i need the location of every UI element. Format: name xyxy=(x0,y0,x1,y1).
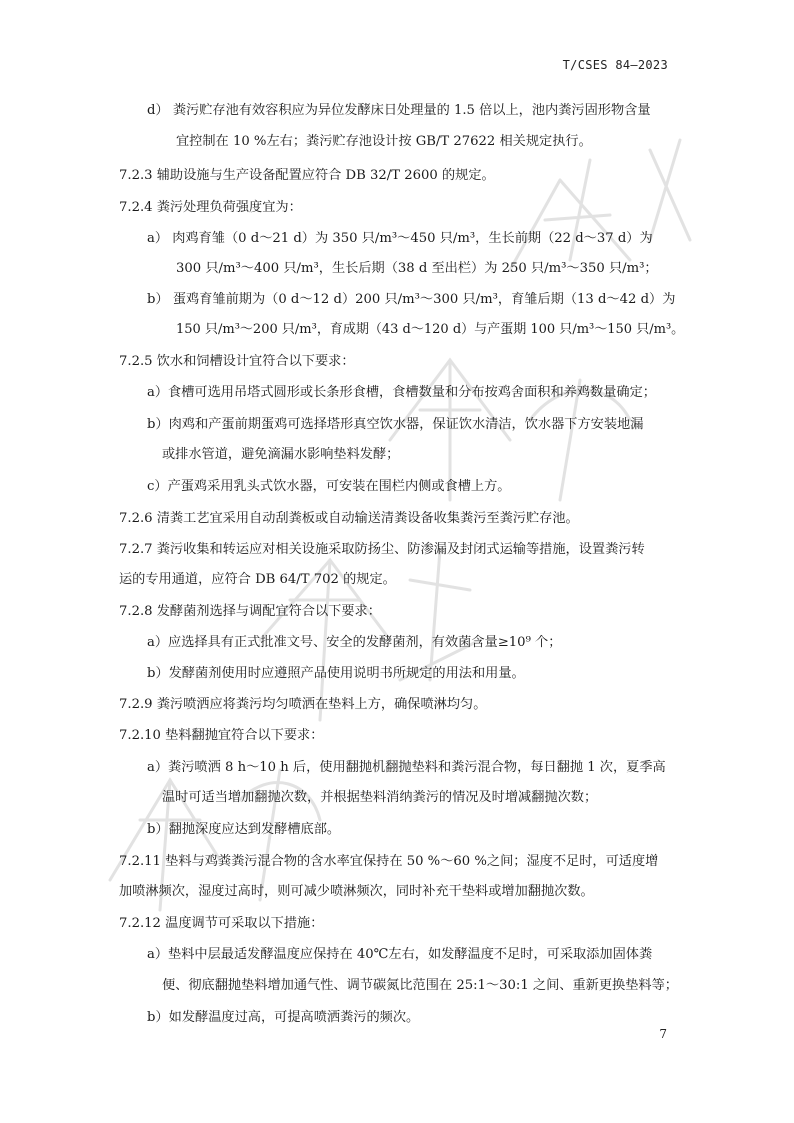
text-line: 便、彻底翻抛垫料增加通气性、调节碳氮比范围在 25:1～30:1 之间、重新更换垫料等； xyxy=(162,978,678,993)
list-item-b: b）翻抛深度应达到发酵槽底部。 xyxy=(147,822,341,837)
text-line: 300 只/m³～400 只/m³，生长后期（38 d 至出栏）为 250 只/m³～350 只/m³； xyxy=(176,261,658,276)
list-item-a: a）食槽可选用吊塔式圆形或长条形食槽，食槽数量和分布按鸡舍面积和养鸡数量确定； xyxy=(147,385,656,400)
list-item-a: a）垫料中层最适发酵温度应保持在 40℃左右，如发酵温度不足时，可采取添加固体粪 xyxy=(147,947,653,962)
list-item-c: c）产蛋鸡采用乳头式饮水器，可安装在围栏内侧或食槽上方。 xyxy=(147,479,511,494)
text-line: 运的专用通道，应符合 DB 64/T 702 的规定。 xyxy=(119,572,396,587)
list-item-b: b） 蛋鸡育雏前期为（0 d～12 d）200 只/m³～300 只/m³，育雏后期（13 d～42 d）为 xyxy=(147,292,676,307)
list-item-a: a）应选择具有正式批准文号、安全的发酵菌剂，有效菌含量≥10⁹ 个； xyxy=(147,635,562,650)
clause-7-2-12: 7.2.12 温度调节可采取以下措施： xyxy=(119,916,324,931)
clause-7-2-9: 7.2.9 粪污喷洒应将粪污均匀喷洒在垫料上方，确保喷淋均匀。 xyxy=(119,697,487,712)
text-line: 温时可适当增加翻抛次数，并根据垫料消纳粪污的情况及时增减翻抛次数； xyxy=(162,790,598,805)
text-line: 加喷淋频次，湿度过高时，则可减少喷淋频次，同时补充干垫料或增加翻抛次数。 xyxy=(119,884,594,899)
clause-7-2-5: 7.2.5 饮水和饲槽设计宜符合以下要求： xyxy=(119,354,355,369)
list-item-a: a）粪污喷洒 8 h～10 h 后，使用翻抛机翻抛垫料和粪污混合物，每日翻抛 1 次，夏季高 xyxy=(147,760,666,775)
clause-7-2-7: 7.2.7 粪污收集和转运应对相关设施采取防扬尘、防渗漏及封闭式运输等措施，设置粪污转 xyxy=(119,542,645,557)
clause-7-2-3: 7.2.3 辅助设施与生产设备配置应符合 DB 32/T 2600 的规定。 xyxy=(119,168,495,183)
list-item-b: b）肉鸡和产蛋前期蛋鸡可选择塔形真空饮水器，保证饮水清洁，饮水器下方安装地漏 xyxy=(147,417,644,432)
list-item-a: a） 肉鸡育雏（0 d～21 d）为 350 只/m³～450 只/m³，生长前期（22 d～37 d）为 xyxy=(147,231,653,246)
list-item-b: b）如发酵温度过高，可提高喷洒粪污的频次。 xyxy=(147,1010,420,1025)
standard-code: T/CSES 84—2023 xyxy=(562,58,668,72)
text-line: 或排水管道，避免滴漏水影响垫料发酵； xyxy=(162,447,400,462)
clause-7-2-6: 7.2.6 清粪工艺宜采用自动刮粪板或自动输送清粪设备收集粪污至粪污贮存池。 xyxy=(119,511,579,526)
page-number: 7 xyxy=(659,1027,667,1041)
text-line: 150 只/m³～200 只/m³，育成期（43 d～120 d）与产蛋期 100 只/m³～150 只/m³。 xyxy=(176,322,685,337)
clause-7-2-8: 7.2.8 发酵菌剂选择与调配宜符合以下要求： xyxy=(119,604,381,619)
clause-7-2-11: 7.2.11 垫料与鸡粪粪污混合物的含水率宜保持在 50 %～60 %之间；湿度不足时，可适度增 xyxy=(119,854,659,869)
text-line: 宜控制在 10 %左右；粪污贮存池设计按 GB/T 27622 相关规定执行。 xyxy=(176,134,592,149)
list-item-d: d） 粪污贮存池有效容积应为异位发酵床日处理量的 1.5 倍以上，池内粪污固形物含量 xyxy=(147,103,651,118)
list-item-b: b）发酵菌剂使用时应遵照产品使用说明书所规定的用法和用量。 xyxy=(147,666,525,681)
clause-7-2-10: 7.2.10 垫料翻抛宜符合以下要求： xyxy=(119,728,324,743)
clause-7-2-4: 7.2.4 粪污处理负荷强度宜为： xyxy=(119,200,302,215)
